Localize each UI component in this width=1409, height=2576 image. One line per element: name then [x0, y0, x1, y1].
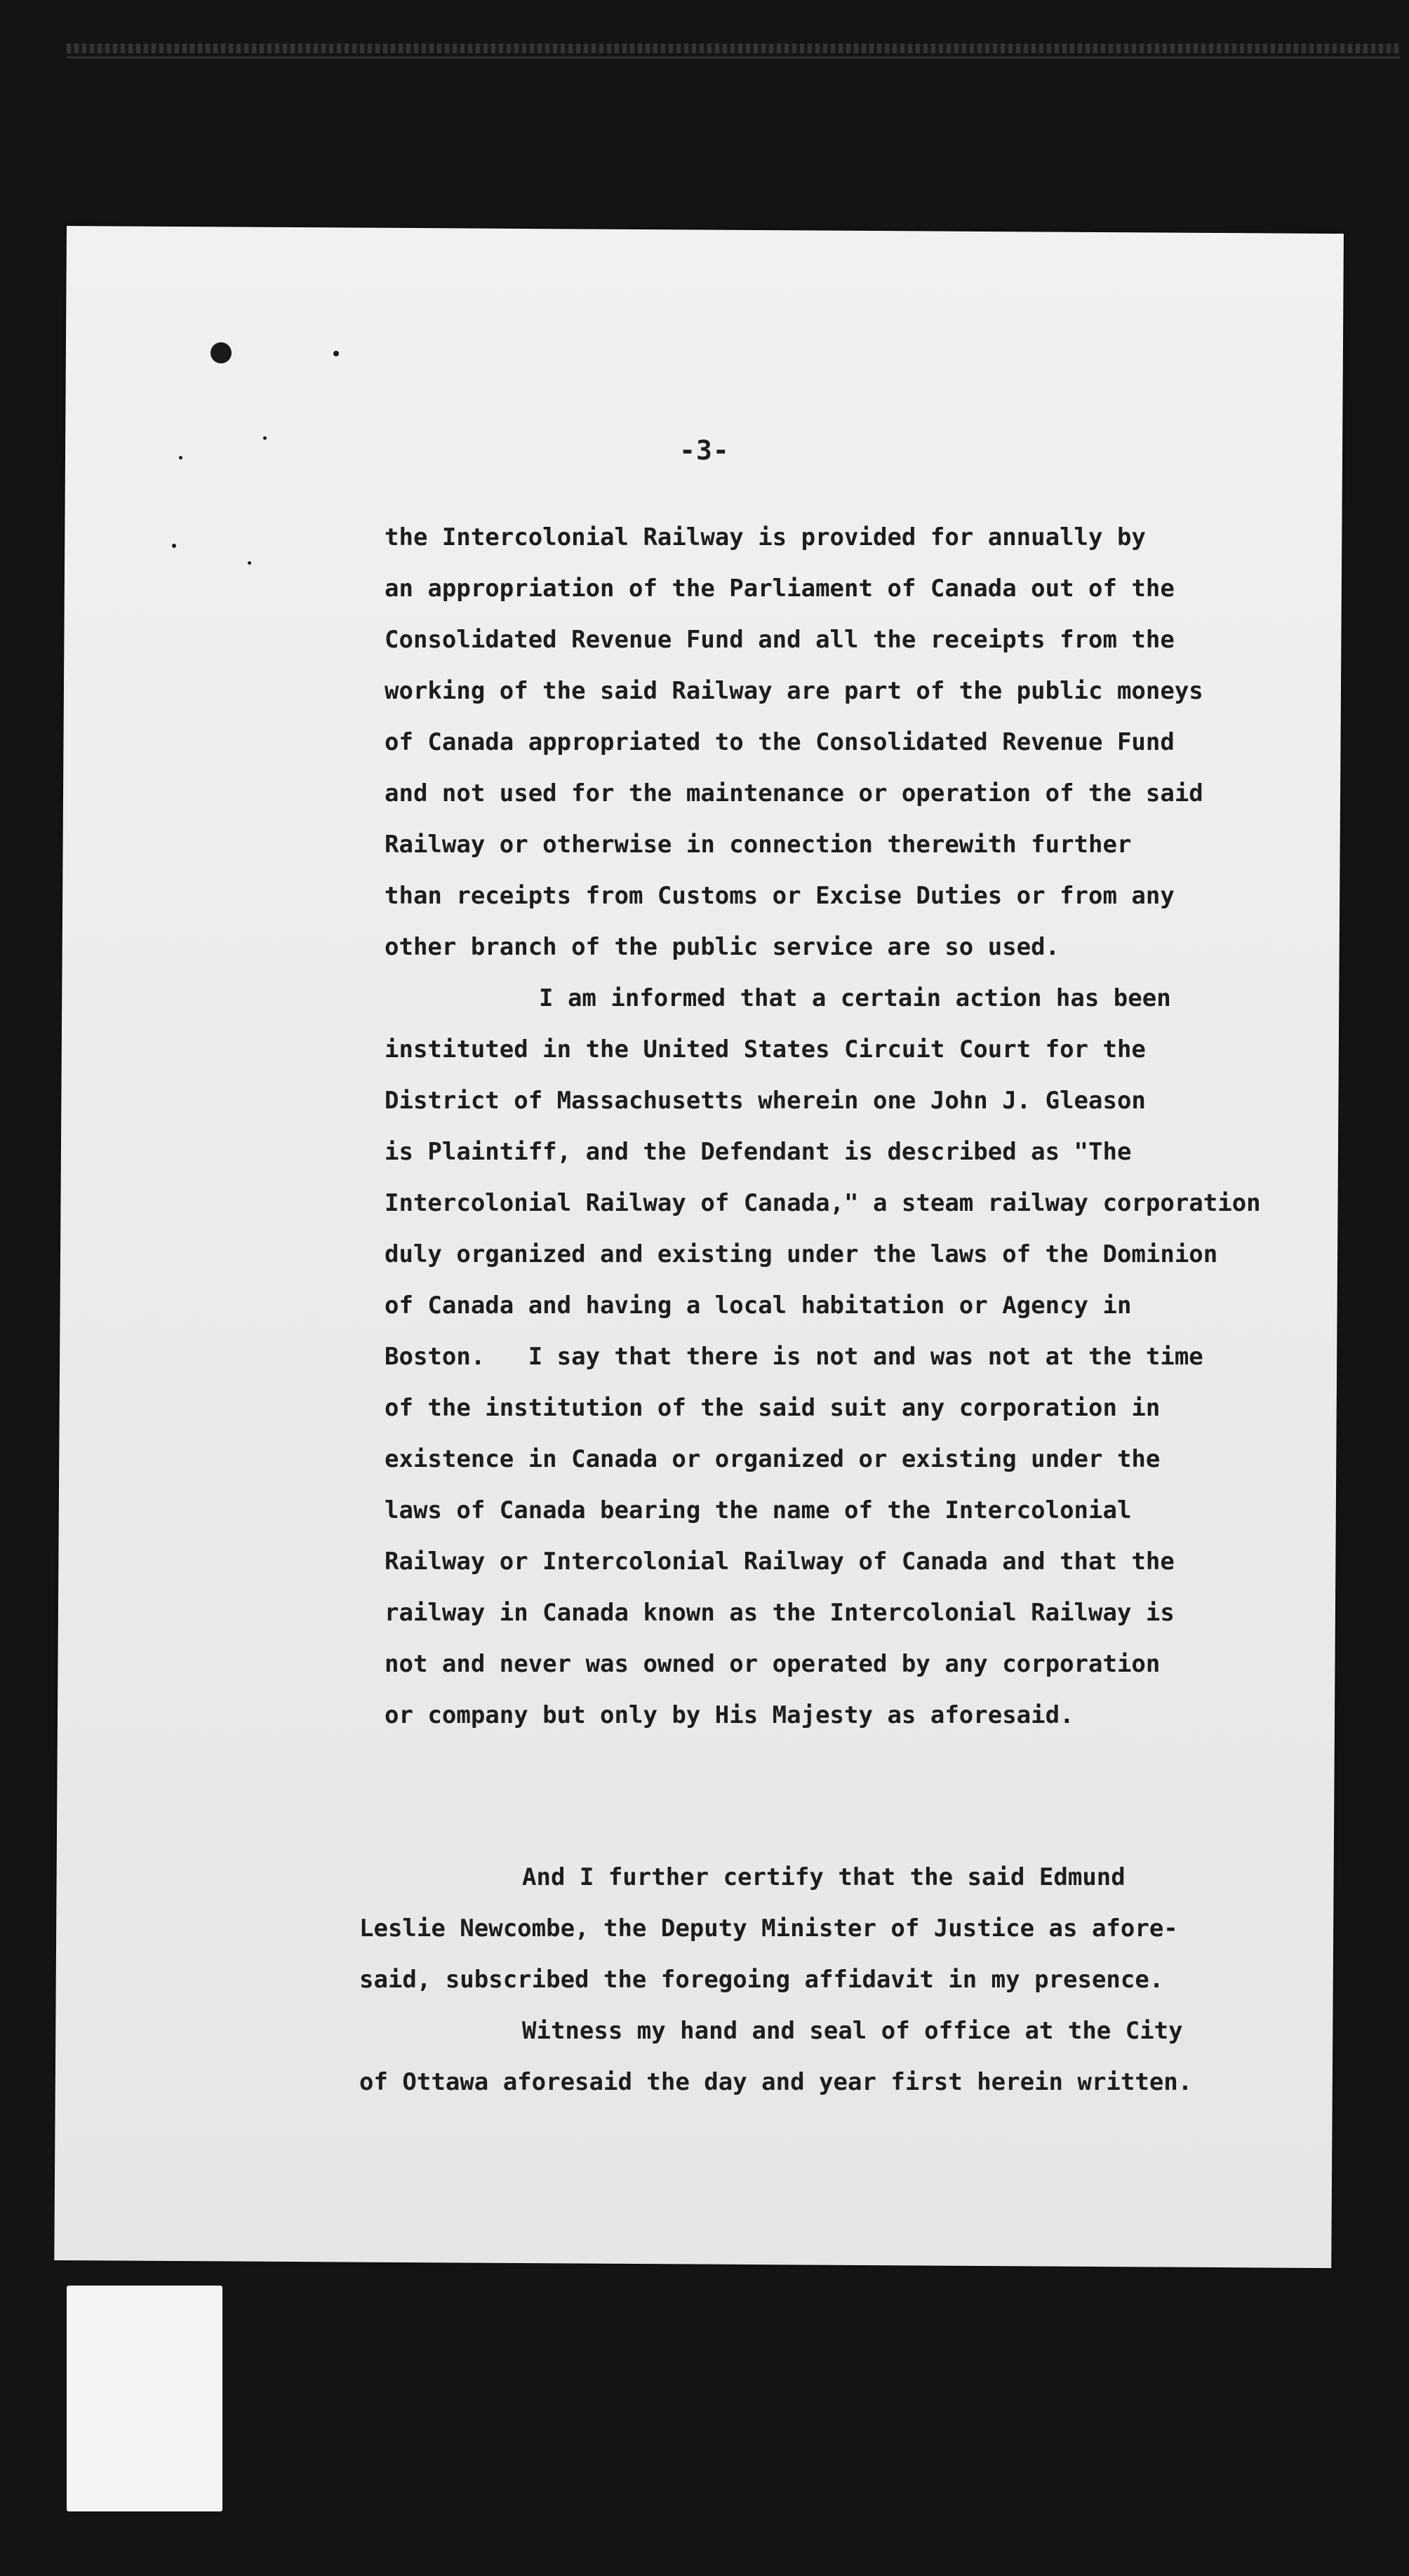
- certification-block: [359, 1852, 1328, 2108]
- body-line: Railway or otherwise in connection therewith further: [385, 831, 1132, 859]
- affidavit-body: [385, 512, 1325, 1741]
- witness-line-start: Witness my hand and seal of office at the City: [522, 2017, 1183, 2045]
- body-line: Boston. I say that there is not and was not at the time: [385, 1343, 1203, 1371]
- body-line: Consolidated Revenue Fund and all the receipts from the: [385, 626, 1175, 654]
- body-line-paragraph-start: I am informed that a certain action has been: [539, 984, 1171, 1012]
- body-line: laws of Canada bearing the name of the Intercolonial: [385, 1496, 1132, 1524]
- certification-line-start: And I further certify that the said Edmund: [522, 1863, 1126, 1891]
- certification-line: Leslie Newcombe, the Deputy Minister of Justice as afore-: [359, 1914, 1178, 1943]
- body-line: Intercolonial Railway of Canada," a steam railway corporation: [385, 1189, 1261, 1217]
- ink-dot: [172, 544, 176, 548]
- body-line: Railway or Intercolonial Railway of Canada and that the: [385, 1548, 1175, 1576]
- blank-label-card: [67, 2286, 222, 2511]
- certification-line: said, subscribed the foregoing affidavit in my presence.: [359, 1966, 1164, 1994]
- ink-blot: [211, 342, 232, 363]
- body-line: duly organized and existing under the laws of the Dominion: [385, 1240, 1218, 1268]
- body-line: an appropriation of the Parliament of Canada out of the: [385, 575, 1175, 603]
- body-line: railway in Canada known as the Intercolonial Railway is: [385, 1599, 1175, 1627]
- film-edge-strip: [67, 43, 1400, 53]
- body-line: instituted in the United States Circuit Court for the: [385, 1035, 1146, 1064]
- ink-dot: [333, 351, 339, 356]
- witness-line: of Ottawa aforesaid the day and year first herein written.: [359, 2068, 1193, 2096]
- body-line: of Canada appropriated to the Consolidated Revenue Fund: [385, 728, 1175, 756]
- body-line: of the institution of the said suit any corporation in: [385, 1394, 1161, 1422]
- film-edge-line: [67, 56, 1400, 59]
- body-line: than receipts from Customs or Excise Duties or from any: [385, 882, 1175, 910]
- ink-dot: [248, 561, 251, 565]
- page-number: -3-: [679, 435, 730, 466]
- body-line: or company but only by His Majesty as aforesaid.: [385, 1701, 1074, 1729]
- body-line: is Plaintiff, and the Defendant is described as "The: [385, 1138, 1132, 1166]
- body-line: other branch of the public service are so used.: [385, 933, 1060, 961]
- body-line: not and never was owned or operated by any corporation: [385, 1650, 1161, 1678]
- body-line: and not used for the maintenance or operation of the said: [385, 779, 1203, 807]
- body-line: District of Massachusetts wherein one John J. Gleason: [385, 1087, 1146, 1115]
- body-line: the Intercolonial Railway is provided for annually by: [385, 523, 1146, 551]
- body-line: working of the said Railway are part of the public moneys: [385, 677, 1203, 705]
- body-line: of Canada and having a local habitation or Agency in: [385, 1292, 1132, 1320]
- body-line: existence in Canada or organized or existing under the: [385, 1445, 1161, 1473]
